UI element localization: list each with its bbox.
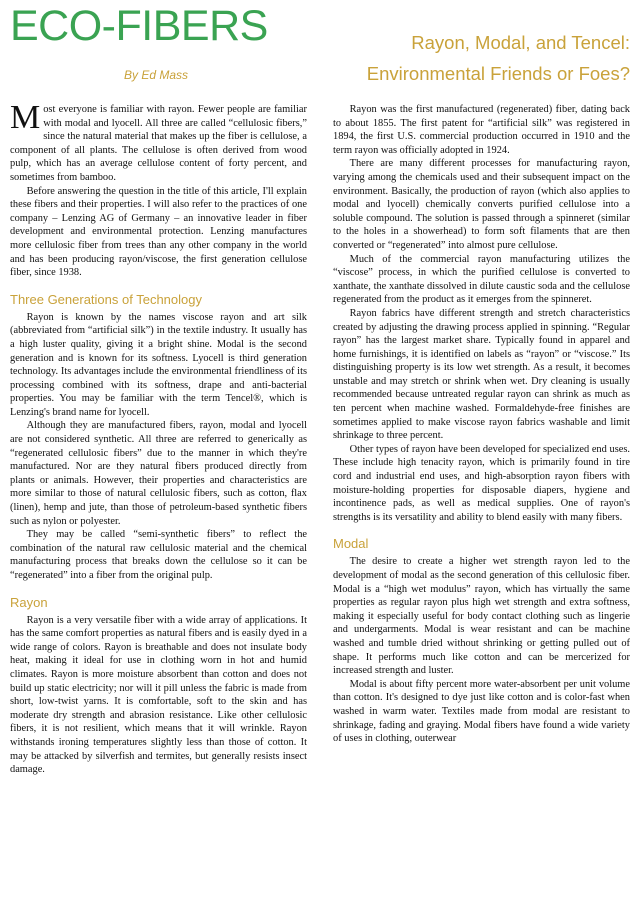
rayon-paragraph-1: Rayon is a very versatile fiber with a wide array of applications. It has the same comfort properties as natural fibers and is easily dyed in a wide range of colors. Rayon is breathable and does not insulate body heat, making it ideal for use in clothing worn in hot and humid climates. Rayon is more moisture absorbent than cotton and does not build up static electricity; nor will it pill unless the fabric is made from short, low-twist yarns. It is comfortable, soft to the skin and has moderate dry strength and abrasion resistance. Like other cellulosic fibers, it is not resilient, which means that it will wrinkle. Rayon withstands ironing temperatures slightly less than those of cotton. It may be attacked by silverfish and termites, but generally resists insect damage. [10,614,307,776]
left-column [10,103,307,900]
right-column [333,103,630,900]
section-heading-modal: Modal [333,536,369,552]
modal-paragraph-2: Modal is about fifty percent more water-absorbent per unit volume than cotton. It's designed to dye just like cotton and is color-fast when washed in warm water. Textiles made from modal are resistant to shrinkage, fading and graying. Modal fibers have found a wide variety of uses in clothing, outerwear [333,678,630,745]
article-title-line-1: Rayon, Modal, and Tencel: [411,32,630,53]
rayon-history-paragraph: Rayon was the first manufactured (regenerated) fiber, dating back to about 1855. The first patent for “artificial silk” was registered in 1894, the first U.S. commercial production occurred in 1910 and the term rayon was officially adopted in 1924. [333,104,630,156]
byline: By Ed Mass [124,68,189,82]
rayon-process-paragraph: There are many different processes for manufacturing rayon, varying among the chemicals used and their subsequent impact on the environment. Basically, the production of rayon (which also applies to modal and lyocell) chemically converts purified cellulose into a soluble compound. The solution is passed through a spinneret (similar to the holes in a showerhead) to form soft filaments that are then converted or “regenerated” into almost pure cellulose. [333,158,630,251]
rayon-types-paragraph: Other types of rayon have been developed for specialized end uses. These include high tenacity rayon, which is primarily found in tire cord and industrial end uses, and high-absorption rayon fibers with moisture-holding properties for disposable diapers, hygiene and incontinence pads, as well as medical supplies. One of rayon's strengths is its versatility and ability to blend easily with many fibers. [333,443,630,523]
section-heading-rayon: Rayon [10,594,48,610]
drop-cap: M [10,103,41,136]
intro-paragraph-1-text: ost everyone is familiar with rayon. Fewer people are familiar with modal and lyocell. All three are called “cellulosic fibers,” since the natural material that makes up the fiber is cellulose, a component of all plants. The cellulose is often derived from wood pulp, which has an average cellulose content of forty percent, and sometimes from bamboo. [10,104,307,183]
article-title [310,27,630,89]
intro-paragraph-2: Before answering the question in the title of this article, I'll explain these fibers and their properties. I will also refer to the practices of one company – Lenzing AG of Germany – an innovative leader in fiber development and environmental protection. Lenzing manufactures more cellulosic fiber from trees than any other company in the world and has been producing rayon/viscose, the first generation cellulose fiber, since 1938. [10,185,307,279]
modal-paragraph-1: The desire to create a higher wet strength rayon led to the development of modal as the second generation of this cellulosic fiber. Modal is a “high wet modulus” rayon, which has virtually the same properties as regular rayon plus high wet strength and extra softness, making it especially useful for body contact clothing such as lingerie and undergarments. Modal is wear resistant and can be machine washed and tumble dried without shrinking or getting pulled out of shape. It performs much like cotton and can be mercerized for increased strength and luster. [333,556,630,677]
viscose-process-paragraph: Much of the commercial rayon manufacturing utilizes the “viscose” process, in which the purified cellulose is converted to xanthate, the xanthate dissolved in dilute caustic soda and the cellulose regenerated from the product as it emerges from the spinneret. [333,253,630,306]
masthead [0,0,640,92]
article-body [10,103,630,900]
generations-paragraph-2: Although they are manufactured fibers, rayon, modal and lyocell are not considered synthetic. All three are referred to generically as “regenerated cellulosic fibers” due to the manner in which they're manufactured. Nor are they natural fibers produced directly from plants or animals. However, their properties and characteristics are more similar to those of natural cellulosic fibers, such as cotton, flax (linen), hemp and jute, than those of petroleum-based synthetic fibers such as nylon or polyester. [10,420,307,527]
article-title-line-2: Environmental Friends or Foes? [366,63,630,84]
department-title: ECO-FIBERS [10,2,268,50]
generations-paragraph-3: They may be called “semi-synthetic fibers” to reflect the combination of the natural raw cellulosic material and the chemical manufacturing process that breaks down the cellulose so it can be “regenerated” into a fiber from the original pulp. [10,529,307,581]
generations-paragraph-1: Rayon is known by the names viscose rayon and art silk (abbreviated from “artificial silk”) in the textile industry. It usually has a high luster quality, giving it a bright shine. Modal is the second generation and is known for its softness. Lyocell is third generation technology. Its advantages include the environmental friendliness of its processing combined with its softness, drape and anti-bacterial properties. You may be familiar with the term Tencel®, which is Lenzing's brand name for lyocell. [10,311,307,418]
intro-paragraph-1 [10,103,307,185]
rayon-fabrics-paragraph: Rayon fabrics have different strength and stretch characteristics created by adjusting the drawing process applied in spinning. “Regular rayon” has the largest market share. Typically found in apparel and home furnishings, it is identified on labels as “rayon” or “viscose.” Its distinguishing property is its low wet strength. As a result, it becomes unstable and may stretch or shrink when wet. Dry cleaning is usually recommended because untreated regular rayon can shrink as much as ten percent when machine washed. Formaldehyde-free finishes are sometimes applied to make viscose rayon fabrics washable and limit shrinkage to three percent. [333,307,630,442]
section-heading-generations: Three Generations of Technology [10,291,202,307]
